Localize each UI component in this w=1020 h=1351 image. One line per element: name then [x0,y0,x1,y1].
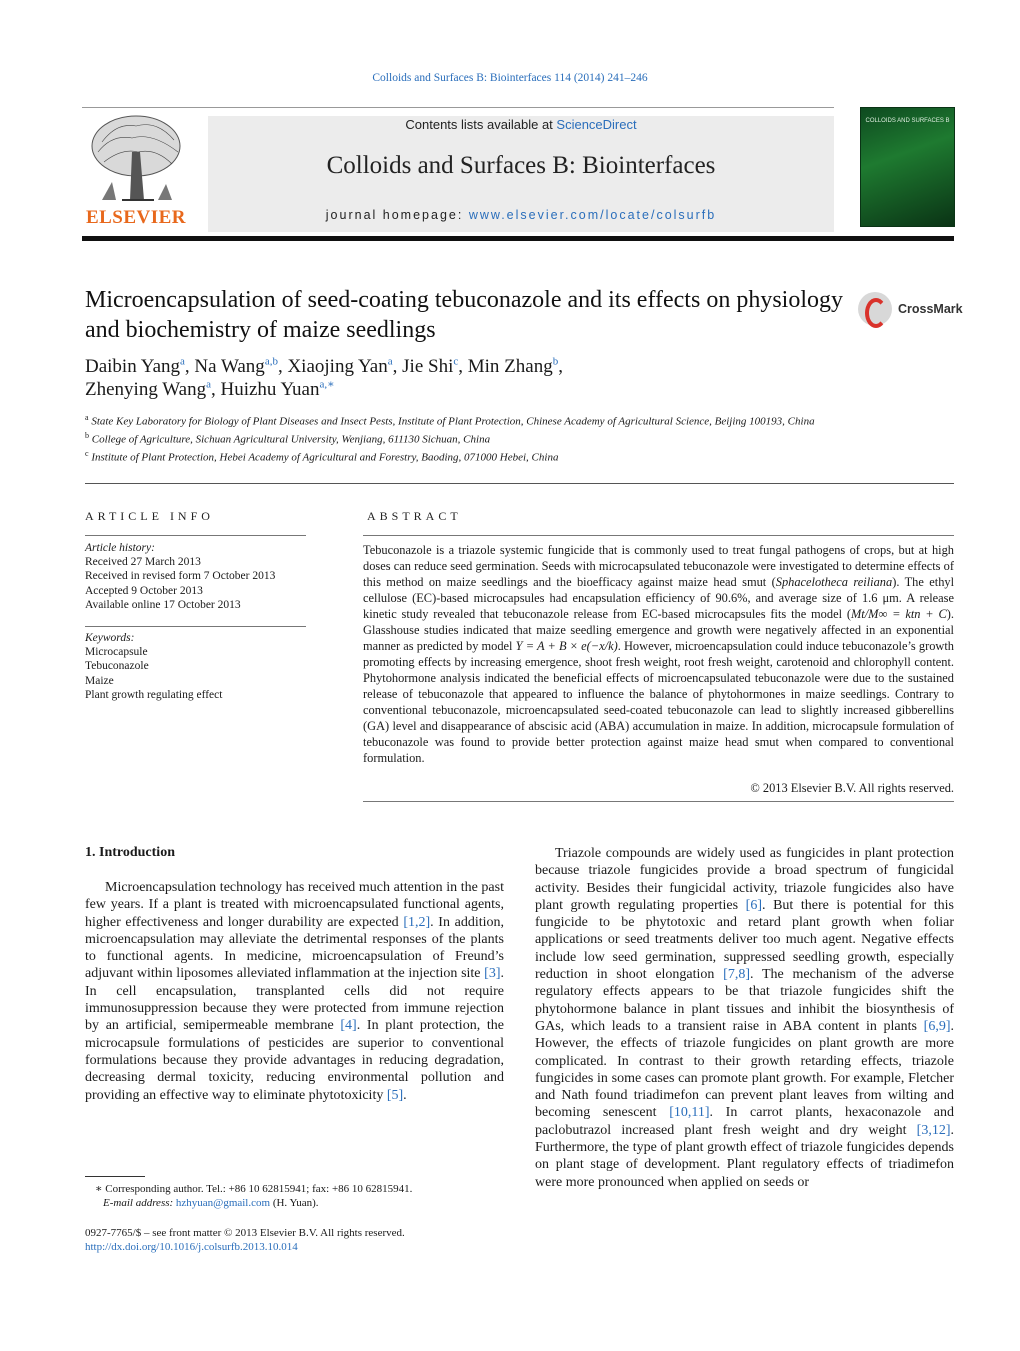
contents-line [208,117,834,132]
keywords-rule [85,626,306,627]
author-name[interactable]: Na Wang [194,356,265,377]
header-thick-rule [82,236,954,241]
species-name: Sphacelotheca reiliana [775,575,893,589]
journal-reference[interactable]: Colloids and Surfaces B: Biointerfaces 114 (2014) 241–246 [372,72,648,84]
crossmark-icon [858,292,892,326]
author-affil-sup[interactable]: b [552,355,559,368]
citation-link[interactable]: [3,12] [916,1122,951,1138]
author-name[interactable]: Zhenying Wang [85,379,207,400]
email-line: E-mail address: hzhyuan@gmail.com (H. Yuan). [103,1197,319,1209]
abstract-text: Tebuconazole is a triazole systemic fungicide that is commonly used to treat fungal pathogens of crops, but at high doses can reduce seed germination. Seeds with microcapsulated tebuconazole were investigated to determine effects of this method on maize seedlings and the bioefficacy against maize head smut (Sphacelotheca reiliana). The ethyl cellulose (EC)-based microcapsules had encapsulation efficiency of 90.6%, and average size of 1.6 μm. A release kinetic study revealed that tebuconazole release from EC-based microcapsules fits the model (Mt/M∞ = ktn + C). Glasshouse studies indicated that maize seedling emergence and growth were negatively affected in an exponential manner as predicted by model Y = A + B × e(−x/k). However, microencapsulation could induce tebuconazole’s growth promoting effects by increasing emergence, shoot fresh weight, root fresh weight, carotenoid and chlorophyll content. Phytohormone analysis indicated the beneficial effects of microencapsulated tebuconazole were due to the sustained release of tebuconazole that appeared to influence the balance of phytohormones in maize seedlings. Contrary to conventional tebuconazole, microencapsulated seed-coated tebuconazole can lead to slightly increased gibberellins (GA) level and disappearance of abscisic acid (ABA) accumulation in maize. In addition, microcapsule formulation of tebuconazole was found to provide better protection against maize head smut when compared to conventional formulation. [363,543,955,765]
affiliation-b: $^b$ College of Agriculture, Sichuan Agricultural University, Wenjiang, 611130 Sichuan, China [85,431,491,446]
history-received: Received 27 March 2013 [85,556,201,569]
author-affil-sup[interactable]: a [180,355,185,368]
author-name[interactable]: Min Zhang [467,356,553,377]
author-list: Daibin Yang$^a$, Na Wang$^{a,b}$, Xiaojing Yan$^a$, Jie Shi$^c$, Min Zhang$^b$, Zhenying Wang$^a$, Huizhu Yuan$^{a,∗}$ [85,355,563,400]
journal-title: Colloids and Surfaces B: Biointerfaces [326,152,716,179]
contents-prefix: Contents lists available at [405,117,557,132]
history-revised: Received in revised form 7 October 2013 [85,570,276,583]
crossmark-badge[interactable] [858,292,963,328]
keywords-label: Keywords: [85,632,135,644]
citation-link[interactable]: [3] [484,966,501,982]
affiliations [85,411,845,465]
keywords [85,631,306,702]
keyword: Plant growth regulating effect [85,688,223,701]
journal-cover-thumbnail[interactable] [860,107,955,227]
cover-title: COLLOIDS AND SURFACES B [865,118,950,124]
affiliation-rule [85,483,954,484]
history-accepted: Accepted 9 October 2013 [85,584,203,597]
author-affil-sup[interactable]: a,b [264,355,278,368]
author-affil-sup[interactable]: c [453,355,459,368]
author-name[interactable]: Xiaojing Yan [287,356,388,377]
citation-link[interactable]: [6] [745,897,762,913]
article-info-rule [85,535,306,536]
issn-block [85,1226,515,1254]
intro-right-paragraph: Triazole compounds are widely used as fungicides in plant protection because triazole fungicides provide a broad spectrum of fungicidal activity. Besides their fungicidal activity, triazole fungicides also have plant growth regulating properties [6]. But there is potential for this fungicide to be phytotoxic and retard plant growth when foliar applications or seed treatments deliver too much agent. Negative effects include low seed germination, suppressed seedling growth, especially reduction in shoot elongation [7,8]. The mechanism of the adverse regulatory effects appears to be that triazole fungicides shift the phytohormone balance in plant tissues and inhibit the biosynthesis of GAs, which leads to a transient raise in ABA content in plants [6,9]. However, the effects of triazole fungicides on plant growth are more complicated. In contrast to their growth retarding effects, triazole fungicides in some cases can promote plant growth. For example, Fletcher and Nath found triadimefon can prevent plant leaves from wilting and becoming senescent [10,11]. In carrot plants, hexaconazole and paclobutrazol increased plant fresh weight and dry weight [3,12]. Furthermore, the type of plant growth effect of triazole fungicides depends on plant stage of development. Plant regulatory effects of triadimefon were more pronounced when applied on seeds or [535,846,954,1190]
release-model: Mt/M∞ = ktn + C [850,607,947,621]
abstract-bottom-rule [363,801,954,802]
keyword: Microcapsule [85,646,148,659]
article-title: Microencapsulation of seed-coating tebuconazole and its effects on physiology and biochemistry of maize seedlings [85,287,843,343]
affiliation-c: $^c$ Institute of Plant Protection, Hebei Academy of Agricultural and Forestry, Baoding, 071000 Hebei, China [85,449,559,464]
history-online: Available online 17 October 2013 [85,598,241,611]
author-name[interactable]: Jie Shi [402,356,454,377]
citation-link[interactable]: [1,2] [403,914,431,930]
sciencedirect-link[interactable]: ScienceDirect [556,117,637,132]
author-affil-sup[interactable]: a [387,355,393,368]
author-affil-sup[interactable]: a [206,378,211,391]
doi-link[interactable]: http://dx.doi.org/10.1016/j.colsurfb.2013.10.014 [85,1241,298,1253]
author-name[interactable]: Daibin Yang [85,356,181,377]
homepage-prefix: journal homepage: [325,208,469,222]
publisher-wordmark: ELSEVIER [85,207,187,228]
affiliation-a: $^a$ State Key Laboratory for Biology of Plant Diseases and Insect Pests, Institute of Plant Protection, Chinese Academy of Agricultural Science, Beijing 100193, China [85,413,815,428]
author-name[interactable]: Huizhu Yuan [220,379,320,400]
crossmark-label: CrossMark [898,302,963,316]
abstract-rule [363,535,954,536]
intro-left-paragraph: Microencapsulation technology has received much attention in the past few years. If a plant is treated with microencapsulated functional agents, higher effectiveness and longer durability are expected [1,2]. In addition, microencapsulation may alleviate the detrimental responses of the plants to functional agents. In medicine, microencapsulation of Freund’s adjuvant within liposomes alleviated inflammation at the injection site [3]. In cell encapsulation, transplanted cells did not require immunosuppression because they were protected from immune rejection by an artificial, semipermeable membrane [4]. In plant protection, the microcapsule formulations of pesticides are superior to conventional formulations because they provide advantages in reducing degradation, decreasing dermal toxicity, reducing environmental pollution and providing an effective way to eliminate phytotoxicity [5]. [85,880,504,1103]
header-top-rule [82,107,834,108]
corresponding-author-note [95,1182,515,1210]
article-info-heading: ARTICLE INFO [85,509,214,523]
citation-link[interactable]: [5] [386,1087,404,1103]
abstract-copyright: © 2013 Elsevier B.V. All rights reserved. [750,781,954,795]
corresponding-author: ∗ Corresponding author. Tel.: +86 10 62815941; fax: +86 10 62815941. [95,1183,413,1195]
keyword: Tebuconazole [85,660,149,673]
email-link[interactable]: hzhyuan@gmail.com [175,1197,271,1209]
citation-link[interactable]: [6,9] [923,1018,951,1034]
growth-model: Y = A + B × e(−x/k) [515,639,618,653]
history-label: Article history: [85,542,155,554]
introduction-heading: 1. Introduction [85,845,175,860]
abstract-heading: ABSTRACT [367,509,462,523]
article-history [85,541,306,612]
homepage-link[interactable]: www.elsevier.com/locate/colsurfb [468,208,717,222]
author-affil-sup[interactable]: a,∗ [319,378,335,391]
citation-link[interactable]: [10,11] [669,1105,710,1121]
footnote-rule [85,1176,145,1177]
keyword: Maize [85,674,114,687]
issn-line: 0927-7765/$ – see front matter © 2013 Elsevier B.V. All rights reserved. [85,1227,405,1239]
citation-link[interactable]: [4] [340,1018,357,1034]
citation-link[interactable]: [7,8] [723,967,750,983]
journal-homepage [208,208,834,222]
